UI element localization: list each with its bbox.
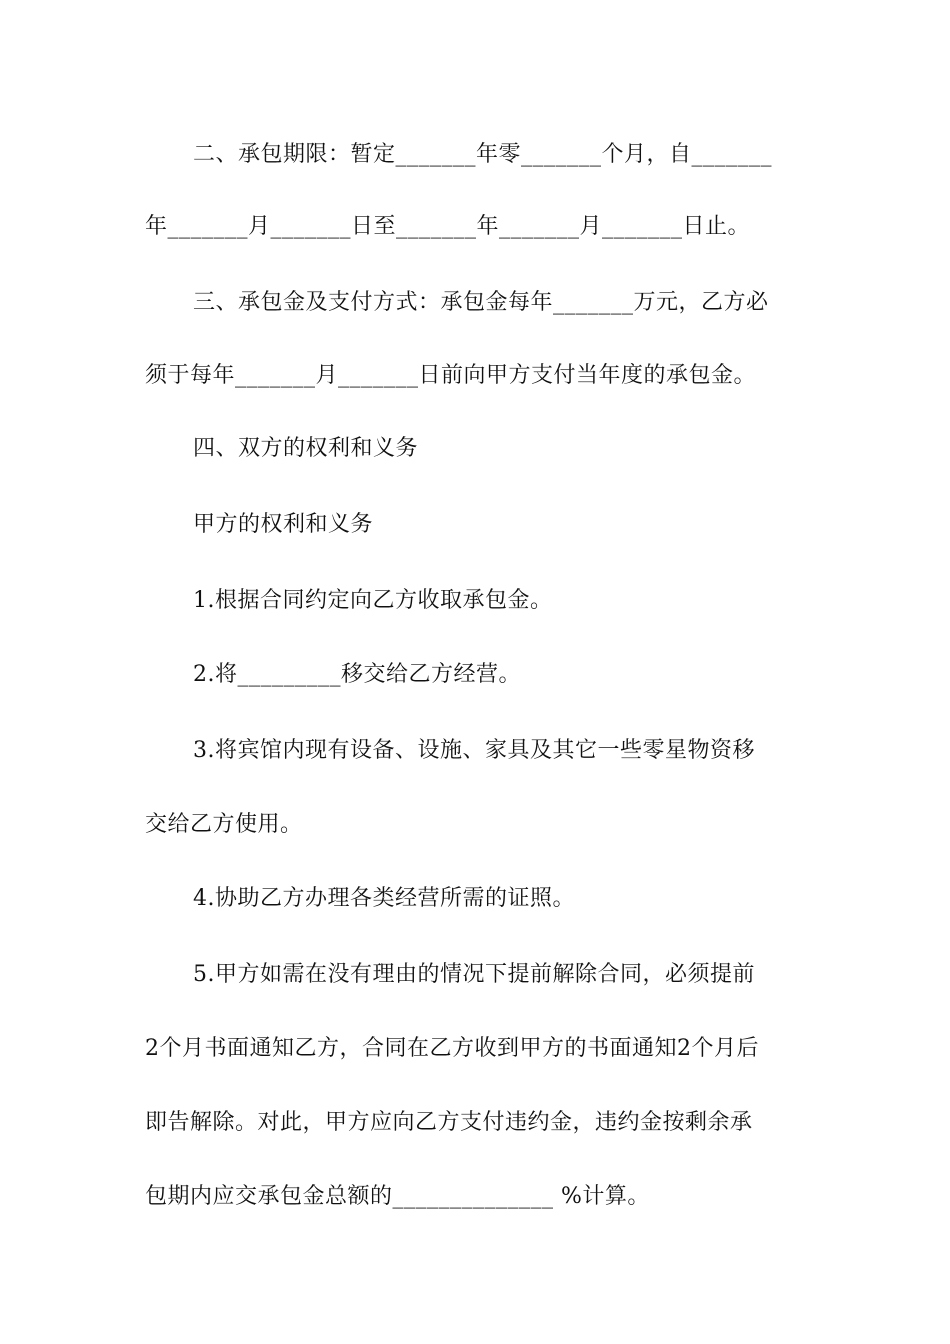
item-3-line-1: 3.将宾馆内现有设备、设施、家具及其它一些零星物资移 bbox=[193, 738, 755, 763]
item-5-line-2: 2个月书面通知乙方，合同在乙方收到甲方的书面通知2个月后 bbox=[145, 1036, 759, 1061]
clause-2-term-line-2: 年_______月_______日至_______年_______月_______日止。 bbox=[145, 214, 751, 239]
party-a-rights-heading: 甲方的权利和义务 bbox=[193, 512, 374, 537]
item-5-line-1: 5.甲方如需在没有理由的情况下提前解除合同，必须提前 bbox=[193, 962, 755, 987]
clause-4-heading: 四、双方的权利和义务 bbox=[193, 436, 419, 461]
item-2: 2.将_________移交给乙方经营。 bbox=[193, 662, 521, 687]
clause-3-payment-line-2: 须于每年_______月_______日前向甲方支付当年度的承包金。 bbox=[145, 363, 757, 388]
item-1: 1.根据合同约定向乙方收取承包金。 bbox=[193, 588, 553, 613]
item-3-line-2: 交给乙方使用。 bbox=[145, 812, 303, 837]
item-5-line-4: 包期内应交承包金总额的______________ %计算。 bbox=[145, 1184, 650, 1209]
item-5-line-3: 即告解除。对此，甲方应向乙方支付违约金，违约金按剩余承 bbox=[145, 1110, 753, 1135]
item-4: 4.协助乙方办理各类经营所需的证照。 bbox=[193, 886, 575, 911]
clause-3-payment-line-1: 三、承包金及支付方式：承包金每年_______万元，乙方必 bbox=[193, 290, 769, 315]
clause-2-term-line-1: 二、承包期限：暂定_______年零_______个月，自_______ bbox=[193, 142, 773, 167]
